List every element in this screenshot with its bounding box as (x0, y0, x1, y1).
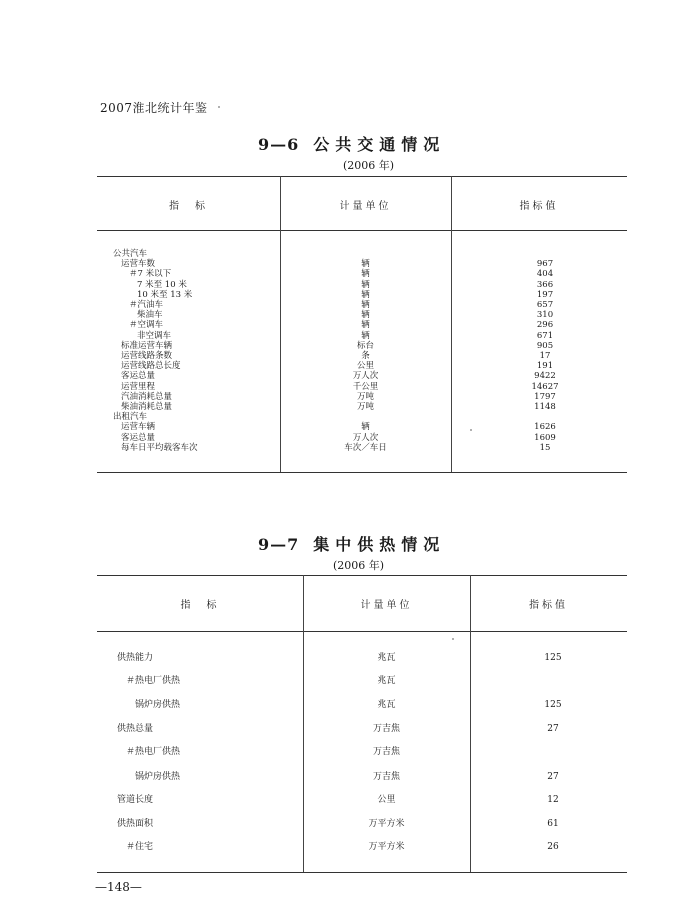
table1-row-unit: 辆 (361, 300, 370, 310)
table2-row-indicator: 供热总量 (117, 724, 154, 734)
table2-row-value: 125 (544, 700, 562, 710)
table1-row-indicator: ＃空调车 (129, 320, 164, 331)
table2-row-unit: 万吉焦 (372, 772, 400, 782)
table1-row-unit: 标台 (356, 340, 374, 351)
table2-title (258, 532, 445, 555)
table1-row-unit: 辆 (361, 310, 370, 321)
table1-row-indicator: 标准运营车辆 (121, 340, 173, 351)
table2-row-indicator: 供热面积 (117, 819, 154, 829)
table1-row-value: 905 (536, 340, 554, 351)
table2-top-rule (97, 575, 627, 576)
table2-row-unit: 万吉焦 (372, 747, 400, 757)
table1-number: 9—6 (258, 135, 300, 154)
table1-row-unit: 辆 (361, 289, 370, 300)
table1-top-rule (97, 176, 627, 177)
table2-header-unit: 计量单位 (360, 600, 413, 611)
table2-row-unit: 公里 (377, 795, 396, 805)
table1-title-text: 公共交通情况 (313, 135, 446, 154)
table2-row-unit: 兆瓦 (377, 653, 396, 663)
table1-row-indicator: 运营车辆 (121, 422, 156, 433)
table2-row-unit: 兆瓦 (377, 700, 396, 710)
table1-row-indicator: 运营车数 (121, 259, 156, 270)
table1-row-unit: 辆 (361, 320, 370, 331)
table2-col-divider-2 (470, 575, 471, 872)
table1-row-value: 15 (539, 442, 551, 453)
table2-header-value: 指标值 (529, 600, 568, 611)
table1-row-unit: 辆 (361, 422, 370, 433)
table1-row-value: 1148 (534, 402, 556, 412)
table2-row-unit: 万吉焦 (372, 724, 400, 734)
table1-row-unit: 辆 (361, 279, 370, 290)
table1-row-value: 967 (536, 259, 554, 270)
table1-row-unit: 万吨 (356, 402, 374, 412)
table1-row-value: 1609 (534, 432, 556, 443)
table1-header-value: 指标值 (519, 201, 559, 212)
table1-row-unit: 公里 (356, 361, 374, 372)
table1-header-indicator: 指 标 (169, 201, 208, 212)
table2-row-unit: 兆瓦 (377, 676, 396, 686)
table1-row-indicator: 汽油消耗总量 (121, 391, 173, 402)
scan-speck (218, 106, 220, 108)
table2-row-indicator: ＃热电厂供热 (126, 676, 181, 686)
table1-bottom-rule (97, 472, 627, 473)
table1-row-unit: 辆 (361, 269, 370, 280)
table2-header-rule (97, 631, 627, 632)
table1-year: (2006 年) (343, 159, 395, 172)
table1-row-indicator: ＃7 米以下 (129, 269, 172, 280)
table2-row-value: 125 (544, 653, 562, 663)
table1-row-indicator: 运营里程 (121, 381, 156, 392)
table1-row-indicator: 柴油消耗总量 (121, 402, 173, 412)
table1-row-value: 671 (536, 330, 554, 341)
table1-row-value: 404 (536, 269, 554, 280)
table1-row-value: 197 (536, 289, 554, 300)
table1-row-indicator: 10 米至 13 米 (137, 289, 193, 300)
table1-row-unit: 辆 (361, 330, 370, 341)
table1-row-unit: 车次／车日 (344, 442, 387, 453)
table1-row-value: 1797 (534, 391, 556, 402)
table1-col-divider-2 (451, 176, 452, 472)
table2-row-indicator: ＃热电厂供热 (126, 747, 181, 757)
table2-row-unit: 万平方米 (368, 842, 405, 852)
table1-row-indicator: 7 米至 10 米 (137, 279, 187, 290)
table1-row-indicator: 运营线路条数 (121, 351, 173, 361)
table2-year: (2006 年) (333, 559, 385, 572)
table1-row-indicator: ＃汽油车 (129, 300, 164, 310)
table1-row-indicator: 公共汽车 (113, 249, 148, 259)
scan-speck (470, 429, 472, 431)
table1-row-unit: 万人次 (352, 371, 379, 382)
table1-row-indicator: 客运总量 (121, 432, 156, 443)
table1-header-rule (97, 230, 627, 231)
table2-row-unit: 万平方米 (368, 819, 405, 829)
table2-bottom-rule (97, 872, 627, 873)
table2-title-text: 集中供热情况 (313, 535, 446, 554)
table1-row-value: 17 (539, 351, 551, 361)
table1-row-value: 310 (536, 310, 554, 321)
table1-row-value: 9422 (534, 371, 556, 382)
page-number: —148— (95, 880, 142, 894)
table1-row-unit: 万吨 (356, 391, 374, 402)
table1-row-value: 366 (536, 279, 554, 290)
table1-row-unit: 千公里 (352, 381, 379, 392)
table1-row-unit: 条 (361, 351, 370, 361)
table2-row-value: 27 (547, 772, 559, 782)
table2-header-indicator: 指 标 (180, 600, 220, 611)
table1-row-unit: 辆 (361, 259, 370, 270)
table1-row-indicator: 非空调车 (137, 330, 172, 341)
table1-header-unit: 计量单位 (339, 201, 392, 212)
table2-row-value: 12 (547, 795, 559, 805)
table1-row-value: 14627 (531, 381, 559, 392)
table1-row-indicator: 出租汽车 (113, 412, 148, 423)
table2-row-value: 26 (547, 842, 559, 852)
table1-row-indicator: 运营线路总长度 (121, 361, 181, 372)
table2-row-indicator: 供热能力 (117, 653, 154, 663)
table1-row-value: 296 (536, 320, 554, 331)
table2-row-indicator: 锅炉房供热 (135, 772, 181, 782)
table1-row-unit: 万人次 (352, 432, 379, 443)
table2-row-value: 61 (547, 819, 559, 829)
table2-row-indicator: ＃住宅 (126, 842, 154, 852)
table2-row-indicator: 锅炉房供热 (135, 700, 181, 710)
table2-number: 9—7 (258, 535, 300, 554)
yearbook-header: 2007淮北统计年鉴 (100, 101, 208, 115)
table1-row-indicator: 柴油车 (137, 310, 163, 321)
table1-row-value: 657 (536, 300, 554, 310)
table1-row-value: 1626 (534, 422, 556, 433)
table1-row-indicator: 每车日平均载客车次 (121, 442, 198, 453)
scan-speck (452, 638, 454, 640)
table1-row-value: 191 (536, 361, 554, 372)
table1-title (258, 132, 445, 155)
table2-row-indicator: 管道长度 (117, 795, 154, 805)
table1-row-indicator: 客运总量 (121, 371, 156, 382)
table2-row-value: 27 (547, 724, 559, 734)
